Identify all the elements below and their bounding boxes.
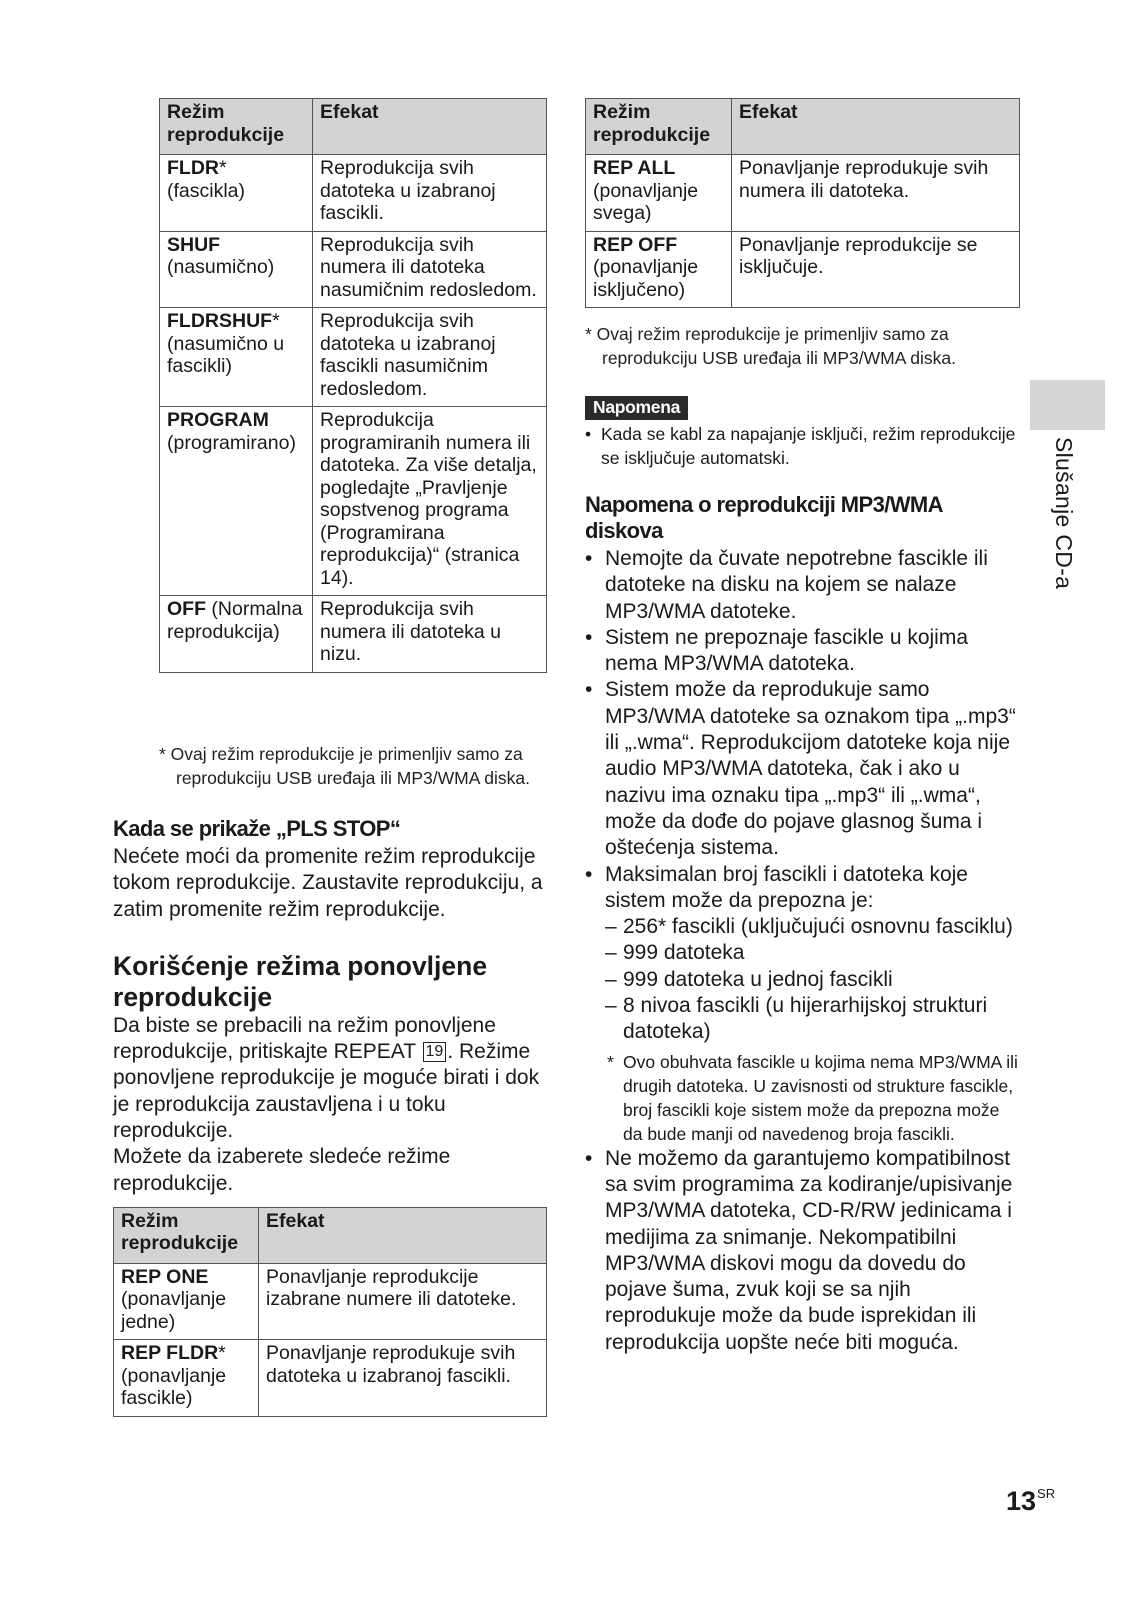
mode-name: REP ONE (121, 1265, 209, 1288)
table-row (586, 231, 1020, 308)
bullet: • (585, 625, 593, 649)
mp3-heading: Napomena o reprodukciji MP3/WMA diskova (585, 492, 943, 543)
mode-name: REP ALL (593, 157, 676, 179)
mode-desc: (programirano) (167, 431, 296, 454)
side-tab-label: Slušanje CD-a (1051, 437, 1077, 590)
list-item (585, 1146, 1020, 1356)
limit-item (605, 940, 1020, 966)
note-text: Kada se kabl za napajanje isključi, režim reprodukcije se isključuje automatski. (601, 424, 1016, 468)
play-mode-table (159, 98, 547, 673)
limits-list (605, 914, 1020, 1045)
dash: – (605, 967, 617, 991)
limit-text: 8 nivoa fascikli (u hijerarhijskoj strukturi datoteka) (623, 994, 988, 1044)
note-block (585, 396, 1020, 470)
table-row (160, 155, 547, 232)
repeat-text-before: Da biste se prebacili na režim ponovljene reprodukcije, pritiskajte REPEAT (113, 1013, 496, 1064)
repeat-key-number: 19 (423, 1042, 447, 1062)
list-item (585, 677, 1020, 861)
repeat-section-title: Korišćenje režima ponovljene reprodukcije (113, 950, 488, 1012)
list-item-text: Maksimalan broj fascikli i datoteka koje sistem može da prepozna je: (605, 862, 968, 912)
mp3-notes-list (585, 546, 1020, 1356)
mode-suffix: (Normalna (206, 598, 303, 620)
bullet: • (585, 862, 593, 886)
mode-desc: reprodukcija) (167, 620, 280, 643)
mode-desc: (ponavljanje jedne) (121, 1288, 227, 1333)
mode-desc: (nasumično u fascikli) (167, 332, 285, 377)
pls-stop-text: Nećete moći da promenite režim reprodukcije tokom reprodukcije. Zaustavite reprodukciju, a zatim promenite režim reprodukcije. (113, 845, 543, 921)
repeat-section-text (113, 1013, 547, 1144)
mode-desc: (ponavljanje isključeno) (593, 256, 699, 301)
header-mode: Režim reprodukcije (160, 99, 313, 155)
header-effect: Efekat (313, 99, 547, 155)
list-item-text: Ne možemo da garantujemo kompatibilnost sa svim programima za kodiranje/upisivanje MP3/WMA datoteka, CD-R/RW jedinicama i medijima za snimanje. Nekompatibilni MP3/WMA diskovi mogu da dovedu do pojave šuma, zvuk koji se sa njih reprodukuje može da bude isprekidan ili reprodukcija uopšte neće biti moguća. (605, 1146, 1013, 1354)
limit-text: 999 datoteka u jednoj fascikli (623, 967, 893, 991)
limit-text: 999 datoteka (623, 941, 745, 965)
mode-name: FLDR (167, 157, 219, 179)
effect-cell: Reprodukcija svih numera ili datoteka nasumičnim redosledom. (313, 231, 547, 308)
mode-desc: (fascikla) (167, 179, 246, 202)
page-lang-code: SR (1037, 1486, 1056, 1501)
list-item-text: Nemojte da čuvate nepotrebne fascikle ili datoteke na disku na kojem se nalaze MP3/WMA datoteke. (605, 547, 988, 623)
mode-desc: (ponavljanje svega) (593, 179, 699, 224)
play-mode-section (159, 98, 547, 673)
repeat-mode-table-left (113, 1207, 547, 1417)
header-mode: Režim reprodukcije (586, 99, 732, 155)
table-header-row (586, 99, 1020, 155)
table-row (160, 308, 547, 407)
header-effect: Efekat (732, 99, 1020, 155)
mode-desc: (nasumično) (167, 256, 275, 278)
table-header-row (160, 99, 547, 155)
mode-name: OFF (167, 598, 206, 620)
limits-footnote (605, 1050, 1020, 1146)
limit-item (605, 993, 1020, 1046)
list-item-text: Sistem može da reprodukuje samo MP3/WMA datoteke sa oznakom tipa „.mp3“ ili „.wma“. Reprodukcijom datoteke koja nije audio MP3/WMA datoteka, čak i ako u nazivu ima oznaku tipa „.mp3“ ili „.wma“, može da dođe do pojave glasnog šuma i oštećenja sistema. (605, 678, 1016, 860)
mode-cell (114, 1340, 259, 1417)
note-tag: Napomena (585, 396, 688, 420)
limit-text: 256* fascikli (uključujući osnovnu fasciklu) (623, 915, 1013, 939)
effect-cell: Ponavljanje reprodukcije se isključuje. (732, 231, 1020, 308)
mode-name: REP FLDR (121, 1342, 219, 1365)
list-item (585, 625, 1020, 678)
table-row (586, 155, 1020, 232)
list-item-text: Sistem ne prepoznaje fascikle u kojima nema MP3/WMA datoteka. (605, 625, 969, 676)
mode-cell (160, 407, 313, 596)
limit-item (605, 914, 1020, 940)
mode-cell (586, 231, 732, 308)
mode-name: REP OFF (593, 233, 678, 256)
bullet: • (585, 547, 593, 570)
mode-cell (160, 231, 313, 308)
table-row (160, 596, 547, 673)
dash: – (605, 915, 617, 939)
header-effect: Efekat (259, 1207, 547, 1263)
mode-suffix: * (218, 1342, 226, 1365)
pls-stop-heading: Kada se prikaže „PLS STOP“ (113, 816, 401, 841)
play-mode-footnote: * Ovaj režim reprodukcije je primenljiv samo za reprodukciju USB uređaja ili MP3/WMA diska. (159, 744, 531, 788)
effect-cell: Reprodukcija svih numera ili datoteka u nizu. (313, 596, 547, 673)
repeat-mode-table-right (585, 98, 1020, 308)
mode-cell (160, 596, 313, 673)
table-row (114, 1263, 547, 1340)
dash: – (605, 941, 617, 965)
side-tab-marker (1030, 380, 1105, 430)
mode-name: FLDRSHUF (167, 310, 273, 332)
mode-cell (160, 155, 313, 232)
repeat-mode-footnote: * Ovaj režim reprodukcije je primenljiv samo za reprodukciju USB uređaja ili MP3/WMA diska. (585, 324, 957, 368)
mode-suffix: * (272, 310, 280, 332)
mode-suffix: * (219, 157, 227, 179)
header-mode: Režim reprodukcije (114, 1207, 259, 1263)
bullet: • (585, 678, 593, 702)
mode-cell (586, 155, 732, 232)
effect-cell: Reprodukcija svih datoteka u izabranoj fascikli nasumičnim redosledom. (313, 308, 547, 407)
dash: – (605, 994, 617, 1018)
footnote-star: * (607, 1051, 614, 1072)
page-number-value: 13 (1006, 1486, 1037, 1516)
list-item (585, 546, 1020, 625)
effect-cell: Reprodukcija programiranih numera ili datoteka. Za više detalja, pogledajte „Pravljenje sopstvenog programa (Programirana reprodukcija)“ (stranica 14). (313, 407, 547, 596)
bullet: • (585, 424, 592, 444)
repeat-section-text2: Možete da izaberete sledeće režime reprodukcije. (113, 1145, 451, 1195)
effect-cell: Ponavljanje reprodukuje svih datoteka u izabranoj fascikli. (259, 1340, 547, 1417)
page-number (1006, 1486, 1055, 1517)
effect-cell: Ponavljanje reprodukcije izabrane numere ili datoteke. (259, 1263, 547, 1340)
bullet: • (585, 1146, 593, 1170)
effect-cell: Ponavljanje reprodukuje svih numera ili datoteka. (732, 155, 1020, 232)
limit-item (605, 967, 1020, 993)
repeat-text-after: . Režime ponovljene reprodukcije je moguće birati i dok je reprodukcija zaustavljena i u toku reprodukcije. (113, 1040, 540, 1143)
mode-desc: (ponavljanje fascikle) (121, 1364, 227, 1410)
mode-cell (114, 1263, 259, 1340)
note-item (585, 422, 1020, 470)
table-row (114, 1340, 547, 1417)
mode-name: SHUF (167, 233, 221, 256)
limits-footnote-text: Ovo obuhvata fascikle u kojima nema MP3/WMA ili drugih datoteka. U zavisnosti od strukture fascikle, broj fascikli koje sistem može da prepozna može da bude manji od navedenog broja fascikli. (623, 1051, 1018, 1144)
effect-cell: Reprodukcija svih datoteka u izabranoj fascikli. (313, 155, 547, 232)
table-row (160, 407, 547, 596)
list-item (585, 862, 1020, 1146)
table-row (160, 231, 547, 308)
left-lower-content (113, 742, 547, 1417)
right-column (585, 98, 1020, 1356)
table-header-row (114, 1207, 547, 1263)
mode-cell (160, 308, 313, 407)
mode-name: PROGRAM (167, 409, 269, 431)
